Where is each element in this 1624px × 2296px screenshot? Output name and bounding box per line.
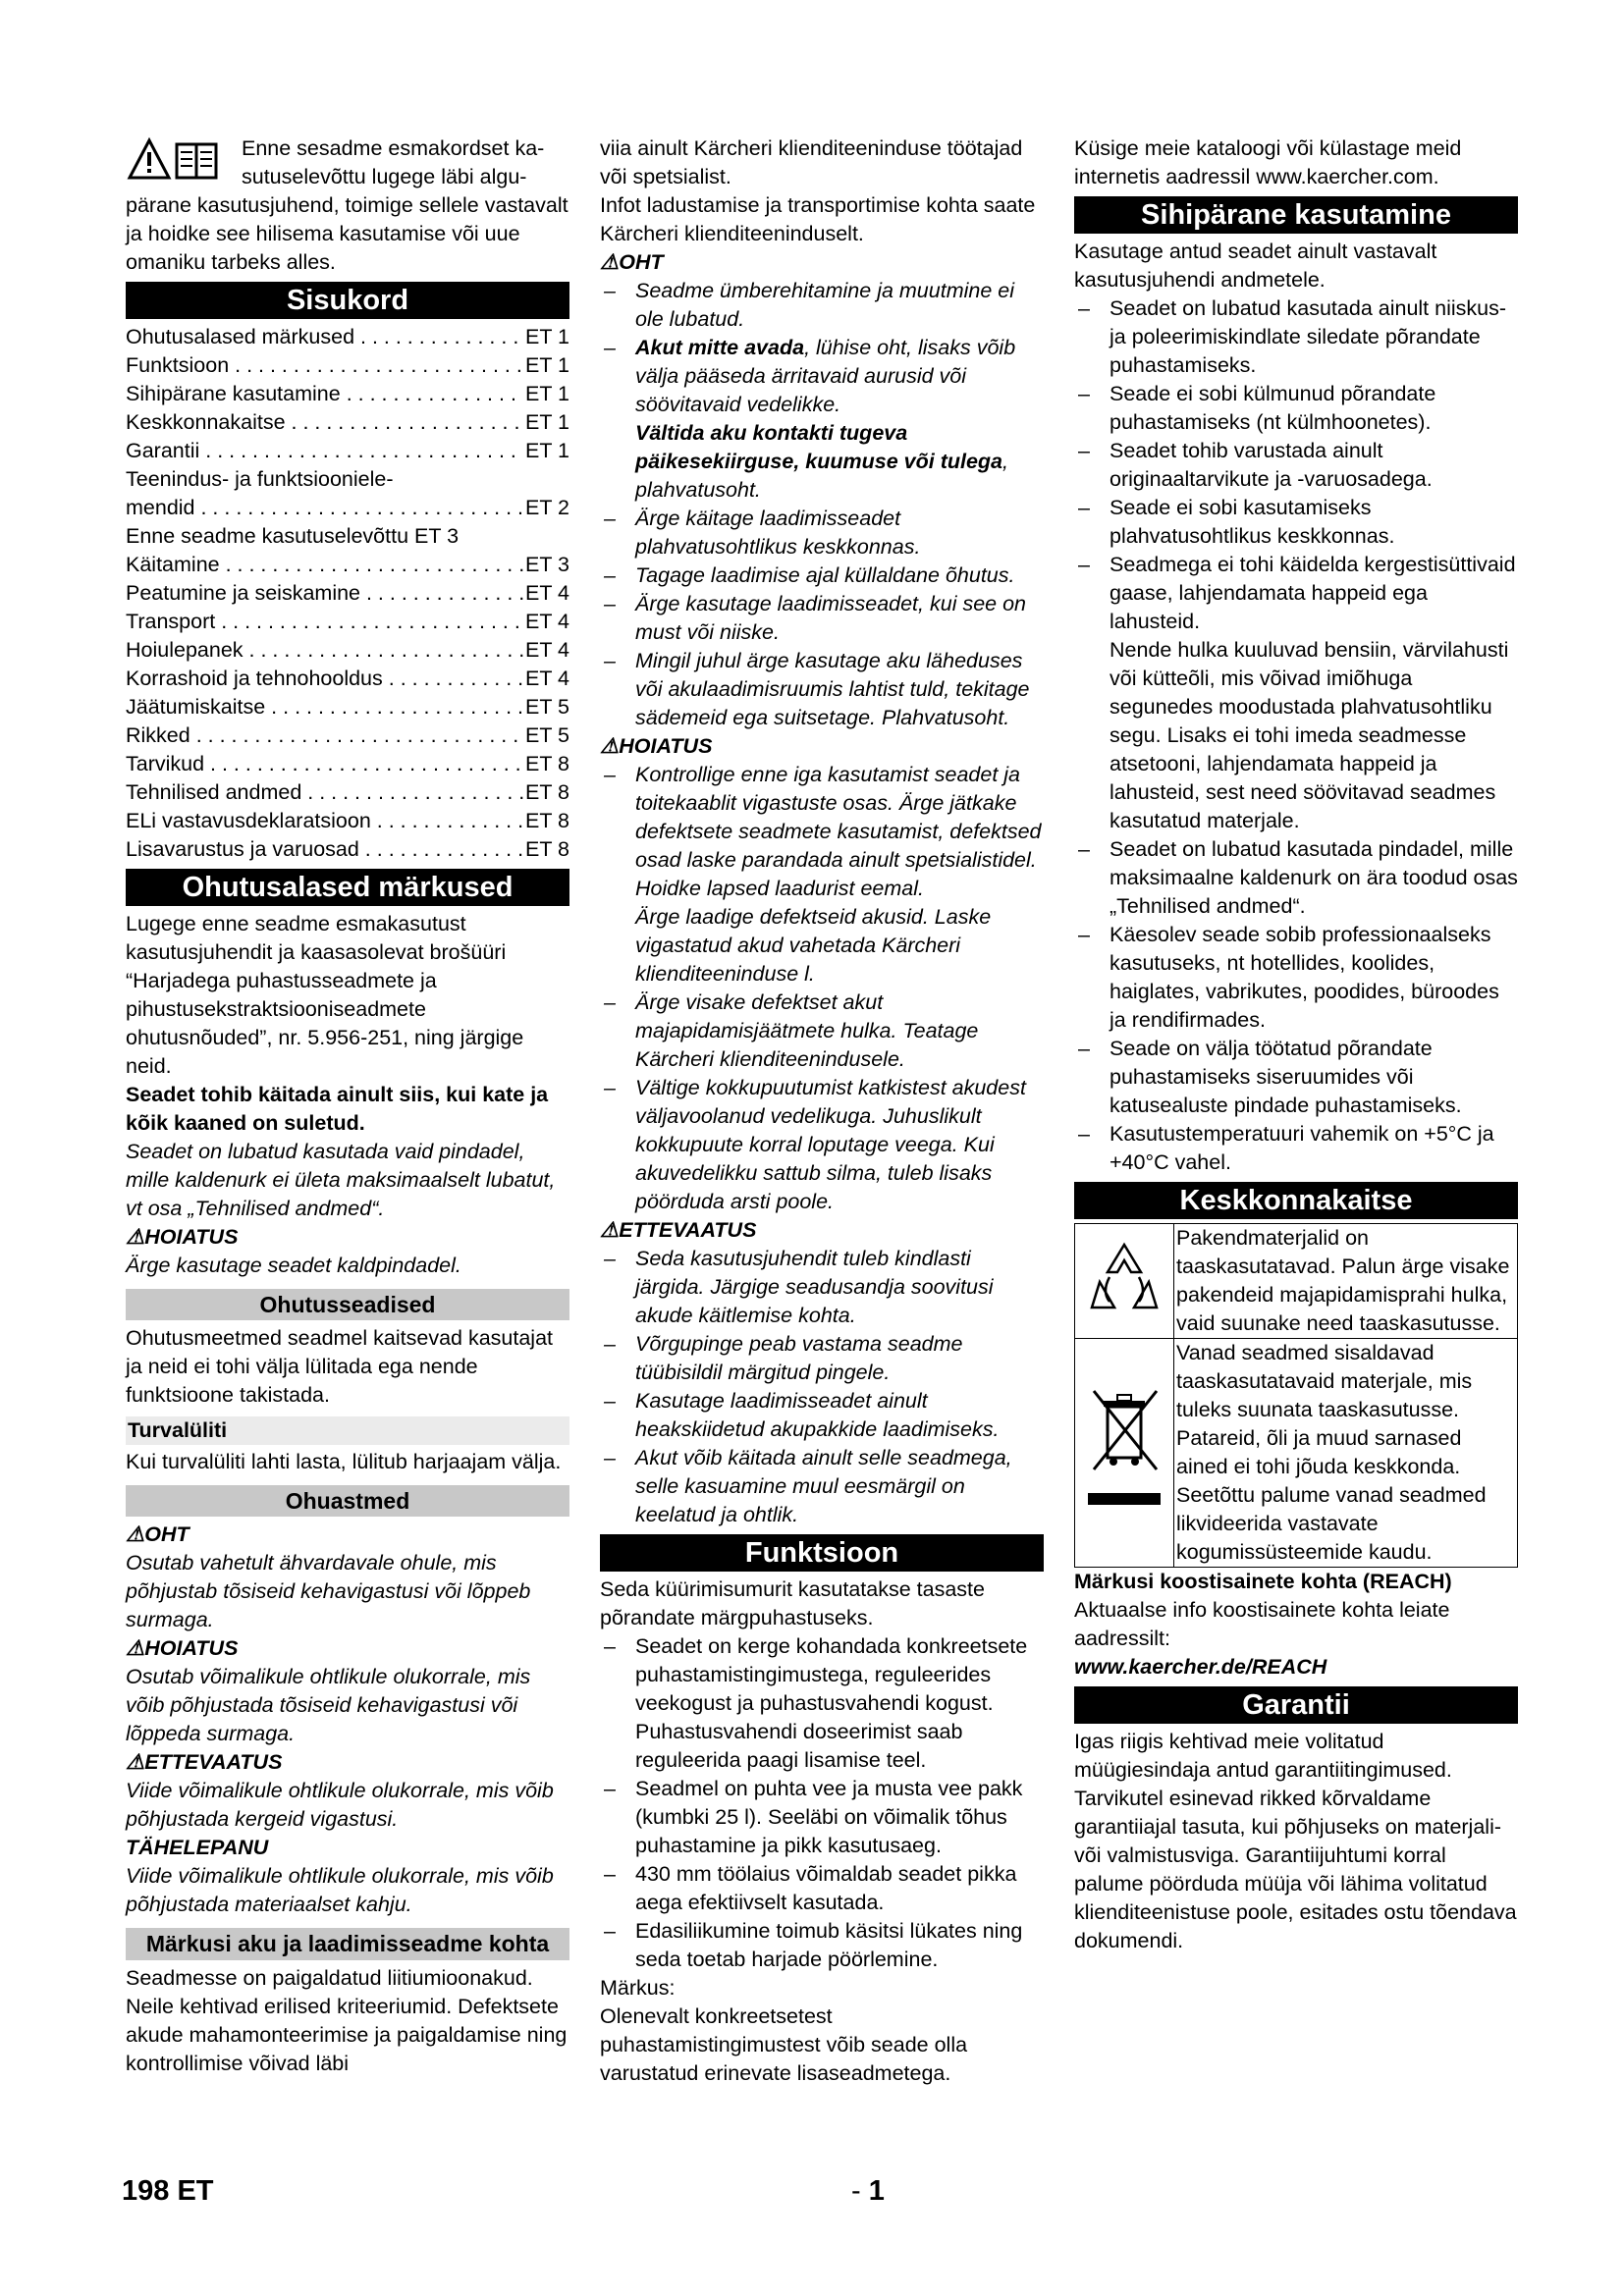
toc-page: ET 1 bbox=[524, 382, 569, 405]
toc-page: ET 4 bbox=[524, 581, 569, 605]
list-dash: – bbox=[604, 336, 616, 359]
toc-page: ET 1 bbox=[524, 439, 569, 462]
warranty-heading: Garantii bbox=[1074, 1686, 1518, 1724]
list-dash: – bbox=[604, 507, 616, 530]
weee-cell bbox=[1075, 1339, 1174, 1568]
toc-heading: Sisukord bbox=[126, 282, 569, 319]
toc-title: Käitamine . . . bbox=[126, 551, 523, 579]
list-rest: , lühise oht, lisaks võib välja pääseda ärritavaid aurusid või söövitavaid vedelikke. bbox=[635, 336, 1016, 416]
hoiatus-text: Ärge kasutage seadet kaldpindadel. bbox=[126, 1254, 461, 1277]
toc-entry[interactable] bbox=[126, 380, 569, 408]
safety-devices-text: Ohutusmeetmed seadmel kaitsevad kasutajat ja neid ei tohi välja lülitada ega nende funktsioone takistada. bbox=[126, 1326, 554, 1407]
list-dash: – bbox=[1078, 439, 1090, 462]
list-dash: – bbox=[604, 1777, 616, 1800]
warranty-text: Igas riigis kehtivad meie volitatud müügiesindaja antud garantiitingimused. Tarvikutel esinevad rikked kõrvaldame garantiiajal tasuta, kui põhjuseks on materjali- või valmistusviga. Garantiijuhtumi korral palume pöörduda müüja või lähima volitatud klienditeenistuse poole, esitades ostu tõendava dokumendi. bbox=[1074, 1730, 1517, 1952]
list-text: Ärge käitage laadimisseadet plahvatusohtlikus keskkonnas. bbox=[635, 507, 921, 559]
toc-title: Sihipärane kasutamine . . . bbox=[126, 380, 523, 408]
safety-heading: Ohutusalased märkused bbox=[126, 869, 569, 906]
hoiatus-line: Ärge laadige defektseid akusid. Laske vigastatud akud vahetada Kärcheri klienditeeninduse l. bbox=[635, 905, 992, 986]
list-dash: – bbox=[604, 649, 616, 672]
list-item bbox=[600, 505, 1044, 561]
list-dash: – bbox=[1078, 1037, 1090, 1060]
toc-title: Teenindus- ja funktsiooniele- bbox=[126, 467, 394, 491]
list-text: Võrgupinge peab vastama seadme tüübisildil märgitud pingele. bbox=[635, 1332, 963, 1384]
list-item bbox=[600, 277, 1044, 334]
list-text: Seade ei sobi külmunud põrandate puhastamiseks (nt külmhoonetes). bbox=[1110, 382, 1436, 434]
list-item bbox=[600, 988, 1044, 1074]
continued-text: viia ainult Kärcheri klienditeeninduse töötajad või spetsialist. bbox=[600, 136, 1023, 188]
toc-title: ELi vastavusdeklaratsioon . . . bbox=[126, 807, 523, 835]
list-dash: – bbox=[604, 1862, 616, 1886]
note-label: Märkus: bbox=[600, 1976, 676, 2000]
list-text: Seadmel on puhta vee ja musta vee pakk (kumbki 25 l). Seeläbi on võimalik tõhus puhastamine ja pikk kasutusaeg. bbox=[635, 1777, 1023, 1857]
toc-entry[interactable] bbox=[126, 494, 569, 522]
list-item bbox=[600, 1074, 1044, 1216]
list-text: Seadet on lubatud kasutada pindadel, mille maksimaalne kaldenurk on ära toodud osas „Tehnilised andmed“. bbox=[1110, 837, 1518, 918]
page-number bbox=[851, 2175, 885, 2208]
toc-entry[interactable] bbox=[126, 750, 569, 778]
safety-bold-note: Seadet tohib käitada ainult siis, kui kate ja kõik kaaned on suletud. bbox=[126, 1083, 549, 1135]
safety-devices-heading: Ohutusseadised bbox=[126, 1289, 569, 1320]
warning-manual-icon bbox=[126, 134, 244, 184]
weee-text: Vanad seadmed sisaldavad taaskasutatavaid materjale, mis tuleks suunata taaskasutusse. Patareid, õli ja muud sarnased ained ei tohi jõuda keskkonda. Seetõttu palume vanad seadmed likvideerida vastavate kogumissüsteemide kaudu. bbox=[1174, 1339, 1518, 1568]
list-text: Tagage laadimise ajal küllaldane õhutus. bbox=[635, 563, 1015, 587]
sun-warning-bold: Vältida aku kontakti tugeva päikesekiirguse, kuumuse või tulega bbox=[635, 421, 1003, 473]
recycle-text: Pakendmaterjalid on taaskasutatavad. Palun ärge visake pakendeid majapidamisprahi hulka, vaid suunake need taaskasutusse. bbox=[1174, 1224, 1518, 1339]
toc-title: Transport . . . bbox=[126, 608, 523, 636]
toc-page: ET 1 bbox=[524, 325, 569, 348]
sun-warning-tail: , plahvatusoht. bbox=[635, 450, 1008, 502]
list-text: Seade on välja töötatud põrandate puhastamiseks siseruumides või katusealuste pindade puhastamiseks. bbox=[1110, 1037, 1462, 1117]
intended-paragraph: Nende hulka kuuluvad bensiin, värvilahusti või kütteõli, mis võivad imiõhuga segunedes moodustada plahvatusohtliku segu. Lisaks ei tohi imeda seadmesse atsetooni, lahjendamata happeid ja lahusteid, sest need söövitavad seadmes kasutatud materjale. bbox=[1110, 638, 1509, 832]
list-dash: – bbox=[604, 1634, 616, 1658]
list-item bbox=[600, 1775, 1044, 1860]
list-dash: – bbox=[604, 990, 616, 1014]
danger-levels-heading: Ohuastmed bbox=[126, 1485, 569, 1517]
toc-page: ET 5 bbox=[524, 695, 569, 719]
ettevaatus-label: ⚠ETTEVAATUS bbox=[600, 1218, 757, 1242]
intro-text: pärane kasutusjuhend, toimige sellele vastavalt ja hoidke see hilisema kasutamise või uue omaniku tarbeks alles. bbox=[126, 193, 568, 274]
toc-entry[interactable] bbox=[126, 665, 569, 693]
list-dash: – bbox=[1078, 296, 1090, 320]
list-dash: – bbox=[1078, 837, 1090, 861]
list-dash: – bbox=[604, 1247, 616, 1270]
oht-text: Osutab vahetult ähvardavale ohule, mis põhjustab tõsiseid kehavigastusi või lõppeb surmaga. bbox=[126, 1551, 531, 1631]
function-heading: Funktsioon bbox=[600, 1534, 1044, 1572]
list-item bbox=[1074, 921, 1518, 1035]
list-dash: – bbox=[604, 1332, 616, 1356]
toc-title: Enne seadme kasutuselevõttu ET 3 bbox=[126, 524, 460, 548]
list-bold: Akut mitte avada bbox=[635, 336, 805, 359]
list-item bbox=[600, 1444, 1044, 1529]
oht-label: ⚠OHT bbox=[600, 250, 664, 274]
list-dash: – bbox=[1078, 923, 1090, 946]
toc-title: Funktsioon . . . bbox=[126, 351, 523, 380]
ettevaatus-text: Viide võimalikule ohtlikule olukorrale, mis võib põhjustada kergeid vigastusi. bbox=[126, 1779, 554, 1831]
list-item bbox=[1074, 1120, 1518, 1177]
list-text: Seadet on lubatud kasutada ainult niiskus- ja poleerimiskindlate siledate põrandate puhastamiseks. bbox=[1110, 296, 1506, 377]
list-item bbox=[600, 761, 1044, 875]
toc-page: ET 8 bbox=[524, 780, 569, 804]
intended-use-heading: Sihipärane kasutamine bbox=[1074, 196, 1518, 234]
hoiatus-label: ⚠HOIATUS bbox=[126, 1225, 239, 1249]
list-dash: – bbox=[604, 1919, 616, 1943]
table-row bbox=[1075, 1339, 1518, 1568]
list-item bbox=[600, 334, 1044, 419]
reach-text: Aktuaalse info koostisainete kohta leiate aadressilt: bbox=[1074, 1598, 1450, 1650]
list-text: 430 mm töölaius võimaldab seadet pikka aega efektiivselt kasutada. bbox=[635, 1862, 1017, 1914]
table-row bbox=[1075, 1224, 1518, 1339]
toc-entry[interactable] bbox=[126, 551, 569, 579]
list-dash: – bbox=[1078, 382, 1090, 405]
list-text: Kasutage laadimisseadet ainult heakskiidetud akupakkide laadimiseks. bbox=[635, 1389, 1000, 1441]
intro-block bbox=[126, 134, 569, 277]
recycle-icon bbox=[1080, 1233, 1168, 1321]
safety-paragraph: Lugege enne seadme esmakasutust kasutusjuhendit ja kaasasolevat brošüüri “Harjadega puhastusseadmete ja pihustusekstraktsiooniseadmete ohutusnõuded”, nr. 5.956-251, ning järgige neid. bbox=[126, 912, 524, 1078]
list-dash: – bbox=[1078, 553, 1090, 576]
list-item bbox=[1074, 1035, 1518, 1120]
column-middle bbox=[600, 134, 1044, 2088]
list-text: Vältige kokkupuutumist katkistest akudest väljavoolanud vedelikuga. Juhuslikult kokkupuute korral loputage veega. Kui akuvedelikku sattub silma, tuleb lisaks pöörduda arsti poole. bbox=[635, 1076, 1026, 1213]
list-text: Kontrollige enne iga kasutamist seadet ja toitekaablit vigastuste osas. Ärge jätkake defektsete seadmete kasutamist, defektsed osad laske parandada ainult spetsialistidel. bbox=[635, 763, 1042, 872]
list-text: Kasutustemperatuuri vahemik on +5°C ja +40°C vahel. bbox=[1110, 1122, 1494, 1174]
list-dash: – bbox=[604, 563, 616, 587]
toc-title: Rikked . . . bbox=[126, 721, 523, 750]
list-dash: – bbox=[604, 1076, 616, 1099]
toc-entry[interactable] bbox=[126, 351, 569, 380]
environment-table bbox=[1074, 1223, 1518, 1568]
list-text: Seadet on kerge kohandada konkreetsete puhastamistingimustega, reguleerides veekogust ja puhastusvahendi kogust. Puhastusvahendi doseerimist saab reguleerida paagi lisamise teel. bbox=[635, 1634, 1028, 1772]
list-item bbox=[1074, 437, 1518, 494]
toc-page: ET 4 bbox=[524, 667, 569, 690]
toc-title: mendid . . . bbox=[126, 494, 523, 522]
list-item bbox=[1074, 494, 1518, 551]
list-dash: – bbox=[604, 592, 616, 615]
tahelepanu-label: TÄHELEPANU bbox=[126, 1836, 269, 1859]
list-dash: – bbox=[604, 279, 616, 302]
toc-title: Tarvikud . . . bbox=[126, 750, 523, 778]
list-dash: – bbox=[604, 1389, 616, 1413]
list-item bbox=[1074, 835, 1518, 921]
toc-entry[interactable] bbox=[126, 636, 569, 665]
list-item bbox=[600, 1330, 1044, 1387]
list-item bbox=[600, 1917, 1044, 1974]
recycle-cell bbox=[1075, 1224, 1174, 1339]
intro-line-1: Enne sesadme esmakordset ka- bbox=[242, 136, 545, 160]
environment-heading: Keskkonnakaitse bbox=[1074, 1182, 1518, 1219]
toc-entry[interactable] bbox=[126, 835, 569, 864]
toc-page: ET 8 bbox=[524, 809, 569, 832]
page-label: 198 ET bbox=[122, 2175, 214, 2207]
list-item bbox=[1074, 294, 1518, 380]
toc-title: Lisavarustus ja varuosad . . . bbox=[126, 835, 523, 864]
list-text: Mingil juhul ärge kasutage aku läheduses või akulaadimisruumis lahtist tuld, tekitage sädemeid ega suitsetage. Plahvatusoht. bbox=[635, 649, 1030, 729]
toc-entry[interactable] bbox=[126, 721, 569, 750]
table-of-contents bbox=[126, 323, 569, 864]
toc-title: Jäätumiskaitse . . . bbox=[126, 693, 523, 721]
reach-heading: Märkusi koostisainete kohta (REACH) bbox=[1074, 1570, 1452, 1593]
toc-entry[interactable] bbox=[126, 579, 569, 608]
hoiatus2-label: ⚠HOIATUS bbox=[126, 1636, 239, 1660]
toc-title: Ohutusalased märkused . . . bbox=[126, 323, 523, 351]
list-text: Seadmega ei tohi käidelda kergestisüttivaid gaase, lahjendamata happeid ega lahusteid. bbox=[1110, 553, 1516, 633]
oht-label: ⚠OHT bbox=[126, 1522, 189, 1546]
list-item bbox=[600, 1860, 1044, 1917]
toc-page: ET 8 bbox=[524, 752, 569, 775]
safety-switch-text: Kui turvalüliti lahti lasta, lülitub harjaajam välja. bbox=[126, 1450, 562, 1473]
note-text: Olenevalt konkreetsetest puhastamistingimustest võib seade olla varustatud erinevate lisaseadmetega. bbox=[600, 2004, 968, 2085]
column-right bbox=[1074, 134, 1518, 1955]
hoiatus-label: ⚠HOIATUS bbox=[600, 734, 713, 758]
list-item bbox=[600, 1245, 1044, 1330]
toc-page: ET 1 bbox=[524, 410, 569, 434]
toc-page: ET 4 bbox=[524, 638, 569, 662]
list-text: Edasiliikumine toimub käsitsi lükates ning seda toetab harjade pöörlemine. bbox=[635, 1919, 1023, 1971]
list-dash: – bbox=[1078, 1122, 1090, 1146]
toc-entry[interactable] bbox=[126, 323, 569, 351]
list-text: Seda kasutusjuhendit tuleb kindlasti järgida. Järgige seadusandja soovitusi akude käitlemise kohta. bbox=[635, 1247, 994, 1327]
toc-title: Garantii . . . bbox=[126, 437, 523, 465]
list-item bbox=[600, 1632, 1044, 1775]
toc-entry[interactable] bbox=[126, 408, 569, 437]
toc-page: ET 2 bbox=[524, 496, 569, 519]
intro-line-2: sutuselevõttu lugege läbi algu- bbox=[242, 165, 527, 188]
page-num: 1 bbox=[868, 2175, 885, 2207]
list-text: Seadet tohib varustada ainult originaaltarvikute ja -varuosadega. bbox=[1110, 439, 1433, 491]
column-left bbox=[126, 134, 569, 2078]
toc-page: ET 5 bbox=[524, 723, 569, 747]
list-text: Käesolev seade sobib professionaalseks kasutuseks, nt hotellides, koolides, haiglates, vabrikutes, poodides, büroodes ja rendifirmades. bbox=[1110, 923, 1499, 1032]
toc-entry[interactable] bbox=[126, 693, 569, 721]
toc-entry[interactable] bbox=[126, 437, 569, 465]
list-item bbox=[600, 590, 1044, 647]
list-item bbox=[1074, 551, 1518, 636]
page-dash: - bbox=[851, 2175, 861, 2207]
list-dash: – bbox=[604, 1446, 616, 1469]
safety-italic-note: Seadet on lubatud kasutada vaid pindadel, mille kaldenurk ei ületa maksimaalselt lubatut, vt osa „Tehnilised andmed“. bbox=[126, 1140, 556, 1220]
list-text bbox=[635, 334, 1044, 419]
list-item bbox=[600, 647, 1044, 732]
hoiatus-line: Hoidke lapsed laadurist eemal. bbox=[635, 877, 924, 900]
toc-title: Korrashoid ja tehnohooldus . . . bbox=[126, 665, 523, 693]
list-item bbox=[1074, 380, 1518, 437]
toc-entry[interactable] bbox=[126, 778, 569, 807]
transport-info: Infot ladustamise ja transportimise kohta saate Kärcheri klienditeeninduselt. bbox=[600, 193, 1036, 245]
safety-switch-heading: Turvalüliti bbox=[126, 1416, 569, 1445]
toc-title: Hoiulepanek . . . bbox=[126, 636, 523, 665]
list-text: Ärge visake defektset akut majapidamisjäätmete hulka. Teatage Kärcheri klienditeenindusele. bbox=[635, 990, 979, 1071]
toc-title: Tehnilised andmed . . . bbox=[126, 778, 523, 807]
toc-entry[interactable] bbox=[126, 522, 569, 551]
function-text: Seda küürimisumurit kasutatakse tasaste põrandate märgpuhastuseks. bbox=[600, 1577, 985, 1629]
reach-url[interactable]: www.kaercher.de/REACH bbox=[1074, 1655, 1327, 1679]
crossed-bin-icon bbox=[1080, 1385, 1168, 1513]
toc-entry[interactable] bbox=[126, 807, 569, 835]
list-text: Ärge kasutage laadimisseadet, kui see on must või niiske. bbox=[635, 592, 1026, 644]
list-text: Seade ei sobi kasutamiseks plahvatusohtlikus keskkonnas. bbox=[1110, 496, 1395, 548]
toc-page: ET 4 bbox=[524, 610, 569, 633]
list-item bbox=[600, 1387, 1044, 1444]
sun-warning bbox=[600, 419, 1044, 505]
ettevaatus-label: ⚠ETTEVAATUS bbox=[126, 1750, 283, 1774]
battery-heading: Märkusi aku ja laadimisseadme kohta bbox=[126, 1928, 569, 1960]
intended-use-text: Kasutage antud seadet ainult vastavalt kasutusjuhendi andmetele. bbox=[1074, 240, 1437, 292]
list-item bbox=[600, 561, 1044, 590]
hoiatus2-text: Osutab võimalikule ohtlikule olukorrale, mis võib põhjustada tõsiseid kehavigastusi või lõppeda surmaga. bbox=[126, 1665, 531, 1745]
toc-page: ET 1 bbox=[524, 353, 569, 377]
toc-page: ET 3 bbox=[524, 553, 569, 576]
list-text: Akut võib käitada ainult selle seadmega, selle kasuamine muul eesmärgil on keelatud ja ohtlik. bbox=[635, 1446, 1012, 1526]
toc-title: Keskkonnakaitse . . . bbox=[126, 408, 523, 437]
toc-entry[interactable] bbox=[126, 465, 569, 494]
catalog-text: Küsige meie kataloogi või külastage meid internetis aadressil www.kaercher.com. bbox=[1074, 136, 1462, 188]
toc-entry[interactable] bbox=[126, 608, 569, 636]
list-dash: – bbox=[604, 763, 616, 786]
battery-text: Seadmesse on paigaldatud liitiumioonakud. Neile kehtivad erilised kriteeriumid. Defektsete akude mahamonteerimise ja paigaldamise ning kontrollimise võivad läbi bbox=[126, 1966, 568, 2075]
toc-page: ET 8 bbox=[524, 837, 569, 861]
tahelepanu-text: Viide võimalikule ohtlikule olukorrale, mis võib põhjustada materiaalset kahju. bbox=[126, 1864, 554, 1916]
toc-title: Peatumine ja seiskamine . . . bbox=[126, 579, 523, 608]
list-text: Seadme ümberehitamine ja muutmine ei ole lubatud. bbox=[635, 279, 1015, 331]
list-dash: – bbox=[1078, 496, 1090, 519]
